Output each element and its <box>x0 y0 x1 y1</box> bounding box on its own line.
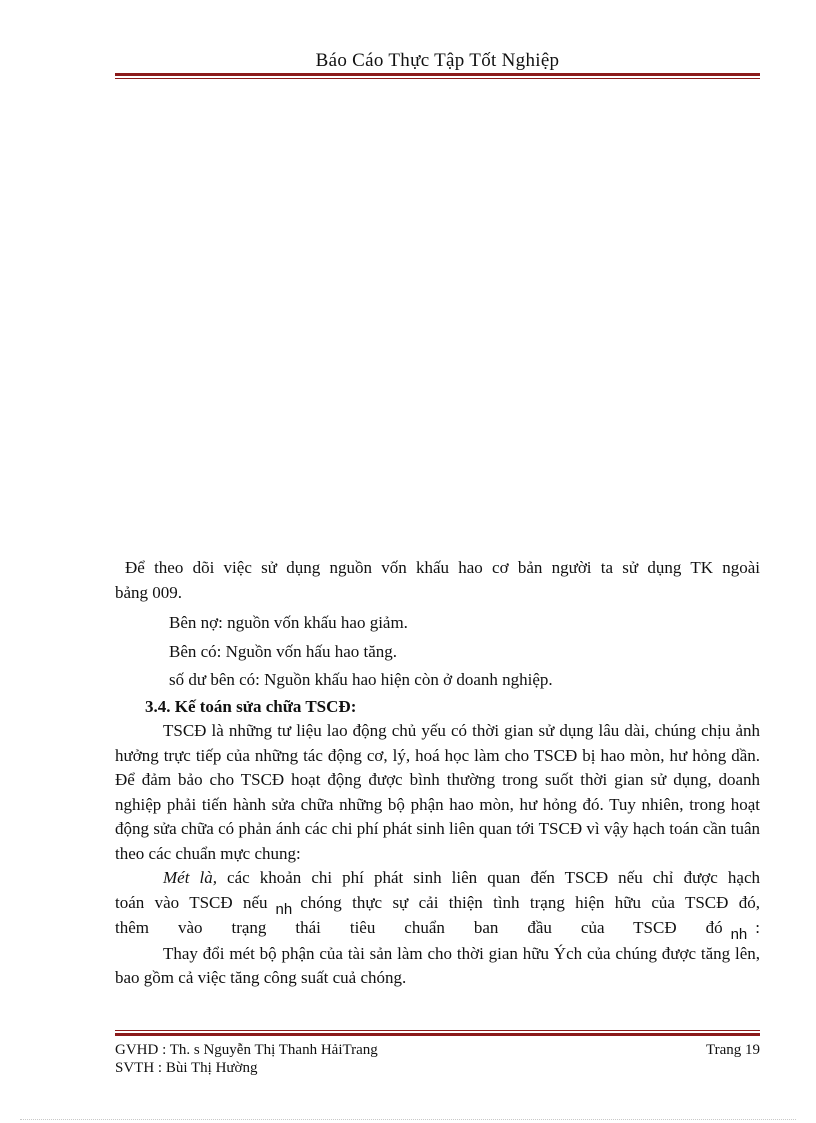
paragraph-2-line-1 <box>115 866 760 891</box>
intro-line-1: Để theo dõi việc sử dụng nguồn vốn khấu hao cơ bản người ta sử dụng TK ngoài <box>125 558 760 577</box>
paragraph-2-line-1-text: các khoản chi phí phát sinh liên quan đến TSCĐ nếu chỉ được hạch <box>216 868 760 887</box>
footer-gvhd: GVHD : Th. s Nguyễn Thị Thanh HảiTrang <box>115 1042 378 1058</box>
list-item-so-du: số dư bên có: Nguồn khấu hao hiện còn ở doanh nghiệp. <box>169 670 553 689</box>
paragraph-2-line-3-end: : <box>755 918 760 937</box>
page-number: Trang 19 <box>705 1042 760 1058</box>
paragraph-2-line-3-a: thêm vào trạng thái tiêu chuẩn ban đầu của TSCĐ đó <box>115 918 723 937</box>
subscript-marker: nh <box>730 926 748 943</box>
list-item-ben-no: Bên nợ: nguồn vốn khấu hao giảm. <box>169 613 408 632</box>
subscript-marker: nh <box>275 900 293 918</box>
footer-rule <box>115 1030 760 1036</box>
paragraph-2-line-3 <box>115 916 760 942</box>
italic-lead: Mét là, <box>163 868 217 887</box>
paragraph-2-line-2-b: chóng thực sự cải thiện tình trạng hiện hữu của TSCĐ đó, <box>300 892 761 912</box>
page-header-title: Báo Cáo Thực Tập Tốt Nghiệp <box>315 50 560 71</box>
intro-line-2: bảng 009. <box>115 582 183 602</box>
page-bottom-dotted-line <box>20 1119 796 1120</box>
footer-svth: SVTH : Bùi Thị Hường <box>115 1060 258 1076</box>
paragraph-2-line-2-a: toán vào TSCĐ nếu <box>115 892 268 912</box>
paragraph-3: Thay đổi mét bộ phận của tài sản làm cho thời gian hữu Ých của chúng được tăng lên, bao gồm cả việc tăng công suất cuả chóng. <box>115 943 760 987</box>
page-body <box>115 556 760 991</box>
list-item-ben-co: Bên có: Nguồn vốn hấu hao tăng. <box>169 641 398 661</box>
paragraph-1: TSCĐ là những tư liệu lao động chủ yếu có thời gian sử dụng lâu dài, chúng chịu ảnh hưởng trực tiếp của những tác động cơ, lý, hoá học làm cho TSCĐ bị hao mòn, hư hỏng dần. Để đảm bảo cho TSCĐ hoạt động được bình thường trong suốt thời gian sử dụng, doanh nghiệp phải tiến hành sửa chữa những bộ phận hao mòn, hư hỏng đó. Tuy nhiên, trong hoạt động sửa chữa có phản ánh các chi phí phát sinh liên quan tới TSCĐ vì vậy hạch toán cần tuân theo các chuẩn mực chung: <box>115 721 760 863</box>
paragraph-2-line-2 <box>115 891 760 917</box>
page-footer <box>115 1041 760 1077</box>
section-heading: 3.4. Kế toán sửa chữa TSCĐ: <box>145 696 357 716</box>
header-rule <box>115 73 760 79</box>
